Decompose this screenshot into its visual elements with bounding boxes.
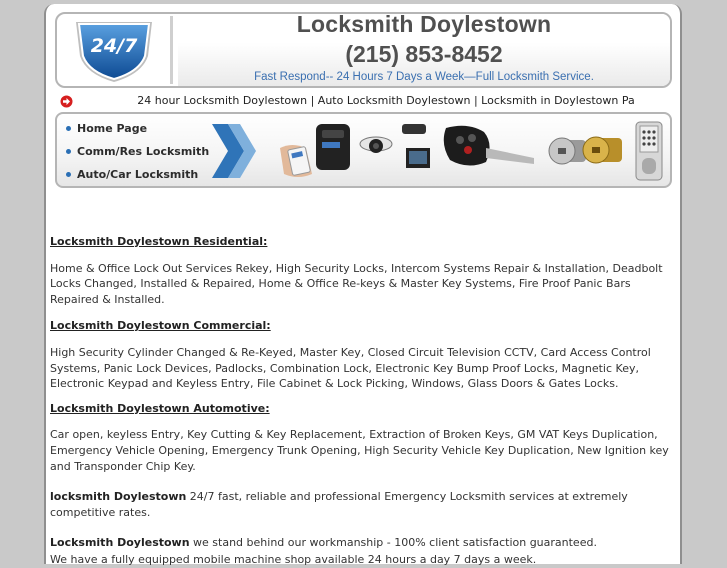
emergency-service-paragraph [50,489,670,520]
keypad-icon [636,122,662,180]
security-devices-image [272,118,668,184]
nav-item-home[interactable] [66,118,147,138]
key-fob-icon [444,126,534,166]
card-reader-icon [316,124,350,170]
section-heading-automotive [50,401,670,417]
residential-services-text: Home & Office Lock Out Services Rekey, High Security Locks, Intercom Systems Repair & Installation, Deadbolt Locks Changed, Installed & Repaired, Home & Office Re-keys & Master Key Systems, Fire Proof Panic Bars Repaired & Installed. [50,261,663,306]
chevron-right-icon [210,122,262,180]
section-heading-residential [50,234,670,250]
bold-lead: Locksmith Doylestown [50,536,190,550]
mobile-shop-paragraph: We have a fully equipped mobile machine shop available 24 hours a day 7 days a week. [50,552,537,566]
bullet-icon [66,126,71,131]
nav-item-auto-car-locksmith[interactable] [66,164,198,184]
link-bar [60,92,670,112]
access-card-icon [280,145,312,177]
page-container [44,4,682,564]
red-arrow-icon [60,95,73,108]
paragraph-text: 24/7 fast, reliable and professional Emergency Locksmith services at extremely competitive rates. [50,490,628,519]
shield-logo-icon [68,16,160,84]
site-title: Locksmith Doylestown [296,12,552,37]
cctv-monitor-icon [402,124,430,168]
nav-item-label: Comm/Res Locksmith [77,144,210,158]
security-camera-icon [360,137,392,153]
keyword-links[interactable]: 24 hour Locksmith Doylestown | Auto Locksmith Doylestown | Locksmith in Doylestown Pa [137,94,635,107]
tagline: Fast Respond-- 24 Hours 7 Days a Week—Full Locksmith Service. [254,71,594,83]
heading-text: Locksmith Doylestown Commercial: [50,319,271,333]
main-content [50,234,670,568]
section-heading-commercial [50,318,670,334]
header-text-panel [178,14,670,86]
header-banner [55,12,672,88]
nav-item-label: Home Page [77,121,148,135]
bullet-icon [66,172,71,177]
nav-panel [55,112,672,188]
phone-number: (215) 853-8452 [345,41,503,67]
commercial-services-text: High Security Cylinder Changed & Re-Keyed, Master Key, Closed Circuit Television CCTV, Card Access Control Systems, Panic Lock Devices, Padlocks, Combination Lock, Electronic Key Bump Proof Locks, Magnetic Key, Electronic Keypad and Keyless Entry, File Cabinet & Lock Picking, Windows, Glass Doors & Gates Locks. [50,345,651,391]
paragraph-text: we stand behind our workmanship - 100% client satisfaction guaranteed. [189,536,597,550]
guarantee-paragraph [50,535,670,551]
heading-text: Locksmith Doylestown Automotive: [50,401,270,415]
nav-item-comm-res-locksmith[interactable] [66,141,209,161]
nav-item-label: Auto/Car Locksmith [77,167,199,181]
heading-text: Locksmith Doylestown Residential: [50,235,268,248]
bold-lead: locksmith Doylestown [50,490,187,504]
automotive-services-text: Car open, keyless Entry, Key Cutting & Key Replacement, Extraction of Broken Keys, GM VAT Keys Duplication, Emergency Vehicle Opening, Emergency Trunk Opening, High Security Vehicle Key Duplication, New Ignition key and Transponder Chip Key. [50,428,669,473]
lock-cylinder-icon [549,137,622,164]
logo[interactable] [60,16,173,84]
bullet-icon [66,149,71,154]
logo-text: 24/7 [90,35,138,57]
